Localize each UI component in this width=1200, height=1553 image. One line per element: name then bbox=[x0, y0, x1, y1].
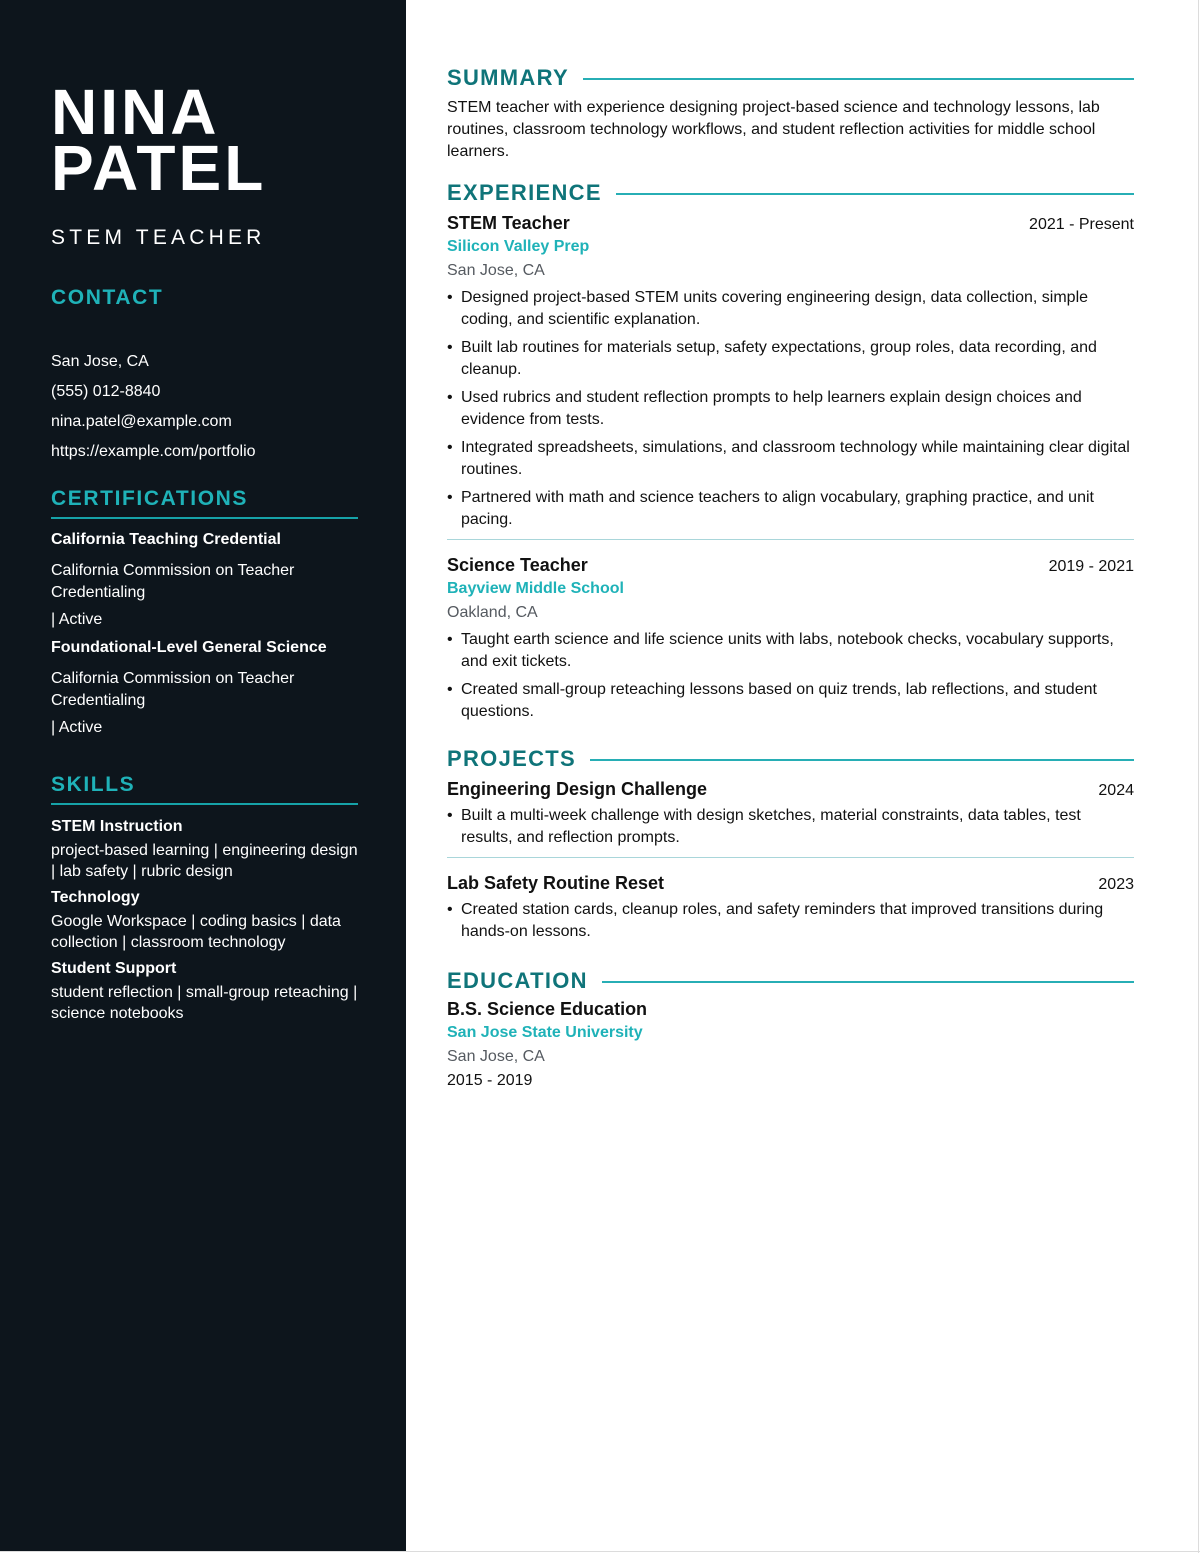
job-location: Oakland, CA bbox=[447, 604, 538, 621]
experience-heading bbox=[447, 179, 1134, 207]
certification-name: California Teaching Credential bbox=[51, 531, 281, 548]
name-last: PATEL bbox=[51, 132, 267, 204]
school-name: San Jose State University bbox=[447, 1024, 643, 1041]
bullet-item: • Partnered with math and science teachers to align vocabulary, graphing practice, and unit pacing. bbox=[447, 487, 1134, 531]
skills-list bbox=[51, 817, 358, 1024]
job-location: San Jose, CA bbox=[447, 262, 545, 279]
project-year: 2024 bbox=[1098, 782, 1134, 799]
bullet-item: • Integrated spreadsheets, simulations, and classroom technology while maintaining clear digital routines. bbox=[447, 437, 1134, 481]
heading-rule bbox=[590, 759, 1134, 761]
certification-status: | Active bbox=[51, 611, 103, 628]
skill-group bbox=[51, 959, 358, 1024]
bullet-item: • Used rubrics and student reflection prompts to help learners explain design choices and evidence from tests. bbox=[447, 387, 1134, 431]
contact-email[interactable]: nina.patel@example.com bbox=[51, 413, 232, 430]
project-name: Engineering Design Challenge bbox=[447, 779, 708, 799]
projects-heading-text: PROJECTS bbox=[447, 746, 576, 771]
projects-section bbox=[447, 745, 1134, 943]
bullet-item: • Created small-group reteaching lessons based on quiz trends, lab reflections, and student questions. bbox=[447, 679, 1134, 723]
skill-category: Student Support bbox=[51, 960, 177, 977]
experience-heading-text: EXPERIENCE bbox=[447, 180, 602, 205]
project-bullets bbox=[447, 805, 1134, 849]
certifications-heading: CERTIFICATIONS bbox=[51, 487, 358, 519]
job-title: STEM TEACHER bbox=[51, 226, 266, 249]
bullet-item: • Built lab routines for materials setup, safety expectations, group roles, data recording, and cleanup. bbox=[447, 337, 1134, 381]
job-organization: Bayview Middle School bbox=[447, 580, 624, 597]
project-entry bbox=[447, 871, 1134, 943]
skill-items: Google Workspace | coding basics | data collection | classroom technology bbox=[51, 913, 341, 951]
page-edge-right bbox=[1198, 0, 1199, 1553]
job-bullets bbox=[447, 629, 1134, 723]
summary-heading bbox=[447, 64, 1134, 92]
education-heading-text: EDUCATION bbox=[447, 968, 588, 993]
certification-name: Foundational-Level General Science bbox=[51, 639, 327, 656]
contact-phone[interactable]: (555) 012-8840 bbox=[51, 383, 161, 400]
contact-location: San Jose, CA bbox=[51, 353, 149, 370]
contact-heading: CONTACT bbox=[51, 286, 164, 309]
bullet-item: • Built a multi-week challenge with design sketches, material constraints, data tables, test results, and reflection prompts. bbox=[447, 805, 1134, 849]
job-entry bbox=[447, 553, 1134, 723]
bullet-item: • Created station cards, cleanup roles, and safety reminders that improved transitions during hands-on lessons. bbox=[447, 899, 1134, 943]
entry-divider bbox=[447, 857, 1134, 858]
project-year: 2023 bbox=[1098, 876, 1134, 893]
projects-heading bbox=[447, 745, 1134, 773]
skill-category: STEM Instruction bbox=[51, 818, 183, 835]
summary-heading-text: SUMMARY bbox=[447, 65, 569, 90]
skill-group bbox=[51, 888, 358, 953]
job-role: STEM Teacher bbox=[447, 213, 570, 233]
skill-items: student reflection | small-group reteaching | science notebooks bbox=[51, 984, 358, 1022]
job-role: Science Teacher bbox=[447, 555, 588, 575]
summary-section bbox=[447, 64, 1134, 163]
certification-status: | Active bbox=[51, 719, 103, 736]
page-edge-bottom bbox=[0, 1551, 1200, 1552]
skill-group bbox=[51, 817, 358, 882]
education-section bbox=[447, 967, 1134, 1093]
project-entry bbox=[447, 777, 1134, 849]
school-location: San Jose, CA bbox=[447, 1048, 545, 1065]
project-header bbox=[447, 871, 1134, 895]
sidebar bbox=[0, 0, 406, 1551]
job-dates: 2019 - 2021 bbox=[1048, 558, 1134, 575]
job-bullets bbox=[447, 287, 1134, 531]
project-name: Lab Safety Routine Reset bbox=[447, 873, 665, 893]
certification-item bbox=[51, 530, 358, 630]
job-dates: 2021 - Present bbox=[1029, 216, 1134, 233]
main-content bbox=[447, 64, 1134, 1093]
experience-section bbox=[447, 179, 1134, 723]
heading-rule bbox=[583, 78, 1134, 80]
degree: B.S. Science Education bbox=[447, 999, 648, 1019]
certification-issuer: California Commission on Teacher Credentialing bbox=[51, 670, 295, 709]
candidate-name bbox=[51, 76, 358, 204]
name-first: NINA bbox=[51, 76, 220, 148]
job-entry bbox=[447, 211, 1134, 531]
skills-heading: SKILLS bbox=[51, 773, 358, 805]
education-heading bbox=[447, 967, 1134, 995]
skill-category: Technology bbox=[51, 889, 140, 906]
certification-item bbox=[51, 638, 358, 738]
job-header bbox=[447, 553, 1134, 577]
project-bullets bbox=[447, 899, 1134, 943]
heading-rule bbox=[616, 193, 1134, 195]
entry-divider bbox=[447, 539, 1134, 540]
skill-items: project-based learning | engineering design | lab safety | rubric design bbox=[51, 842, 358, 880]
job-organization: Silicon Valley Prep bbox=[447, 238, 590, 255]
bullet-item: • Designed project-based STEM units covering engineering design, data collection, simple coding, and scientific explanation. bbox=[447, 287, 1134, 331]
project-header bbox=[447, 777, 1134, 801]
summary-text: STEM teacher with experience designing project-based science and technology lessons, lab routines, classroom technology workflows, and student reflection activities for middle school learners. bbox=[447, 99, 1100, 160]
heading-rule bbox=[602, 981, 1134, 983]
contact-portfolio-link[interactable]: https://example.com/portfolio bbox=[51, 443, 256, 460]
contact-list bbox=[51, 352, 358, 462]
education-dates: 2015 - 2019 bbox=[447, 1072, 533, 1089]
certification-issuer: California Commission on Teacher Credentialing bbox=[51, 562, 295, 601]
job-header bbox=[447, 211, 1134, 235]
bullet-item: • Taught earth science and life science units with labs, notebook checks, vocabulary supports, and exit tickets. bbox=[447, 629, 1134, 673]
certifications-list bbox=[51, 530, 358, 738]
